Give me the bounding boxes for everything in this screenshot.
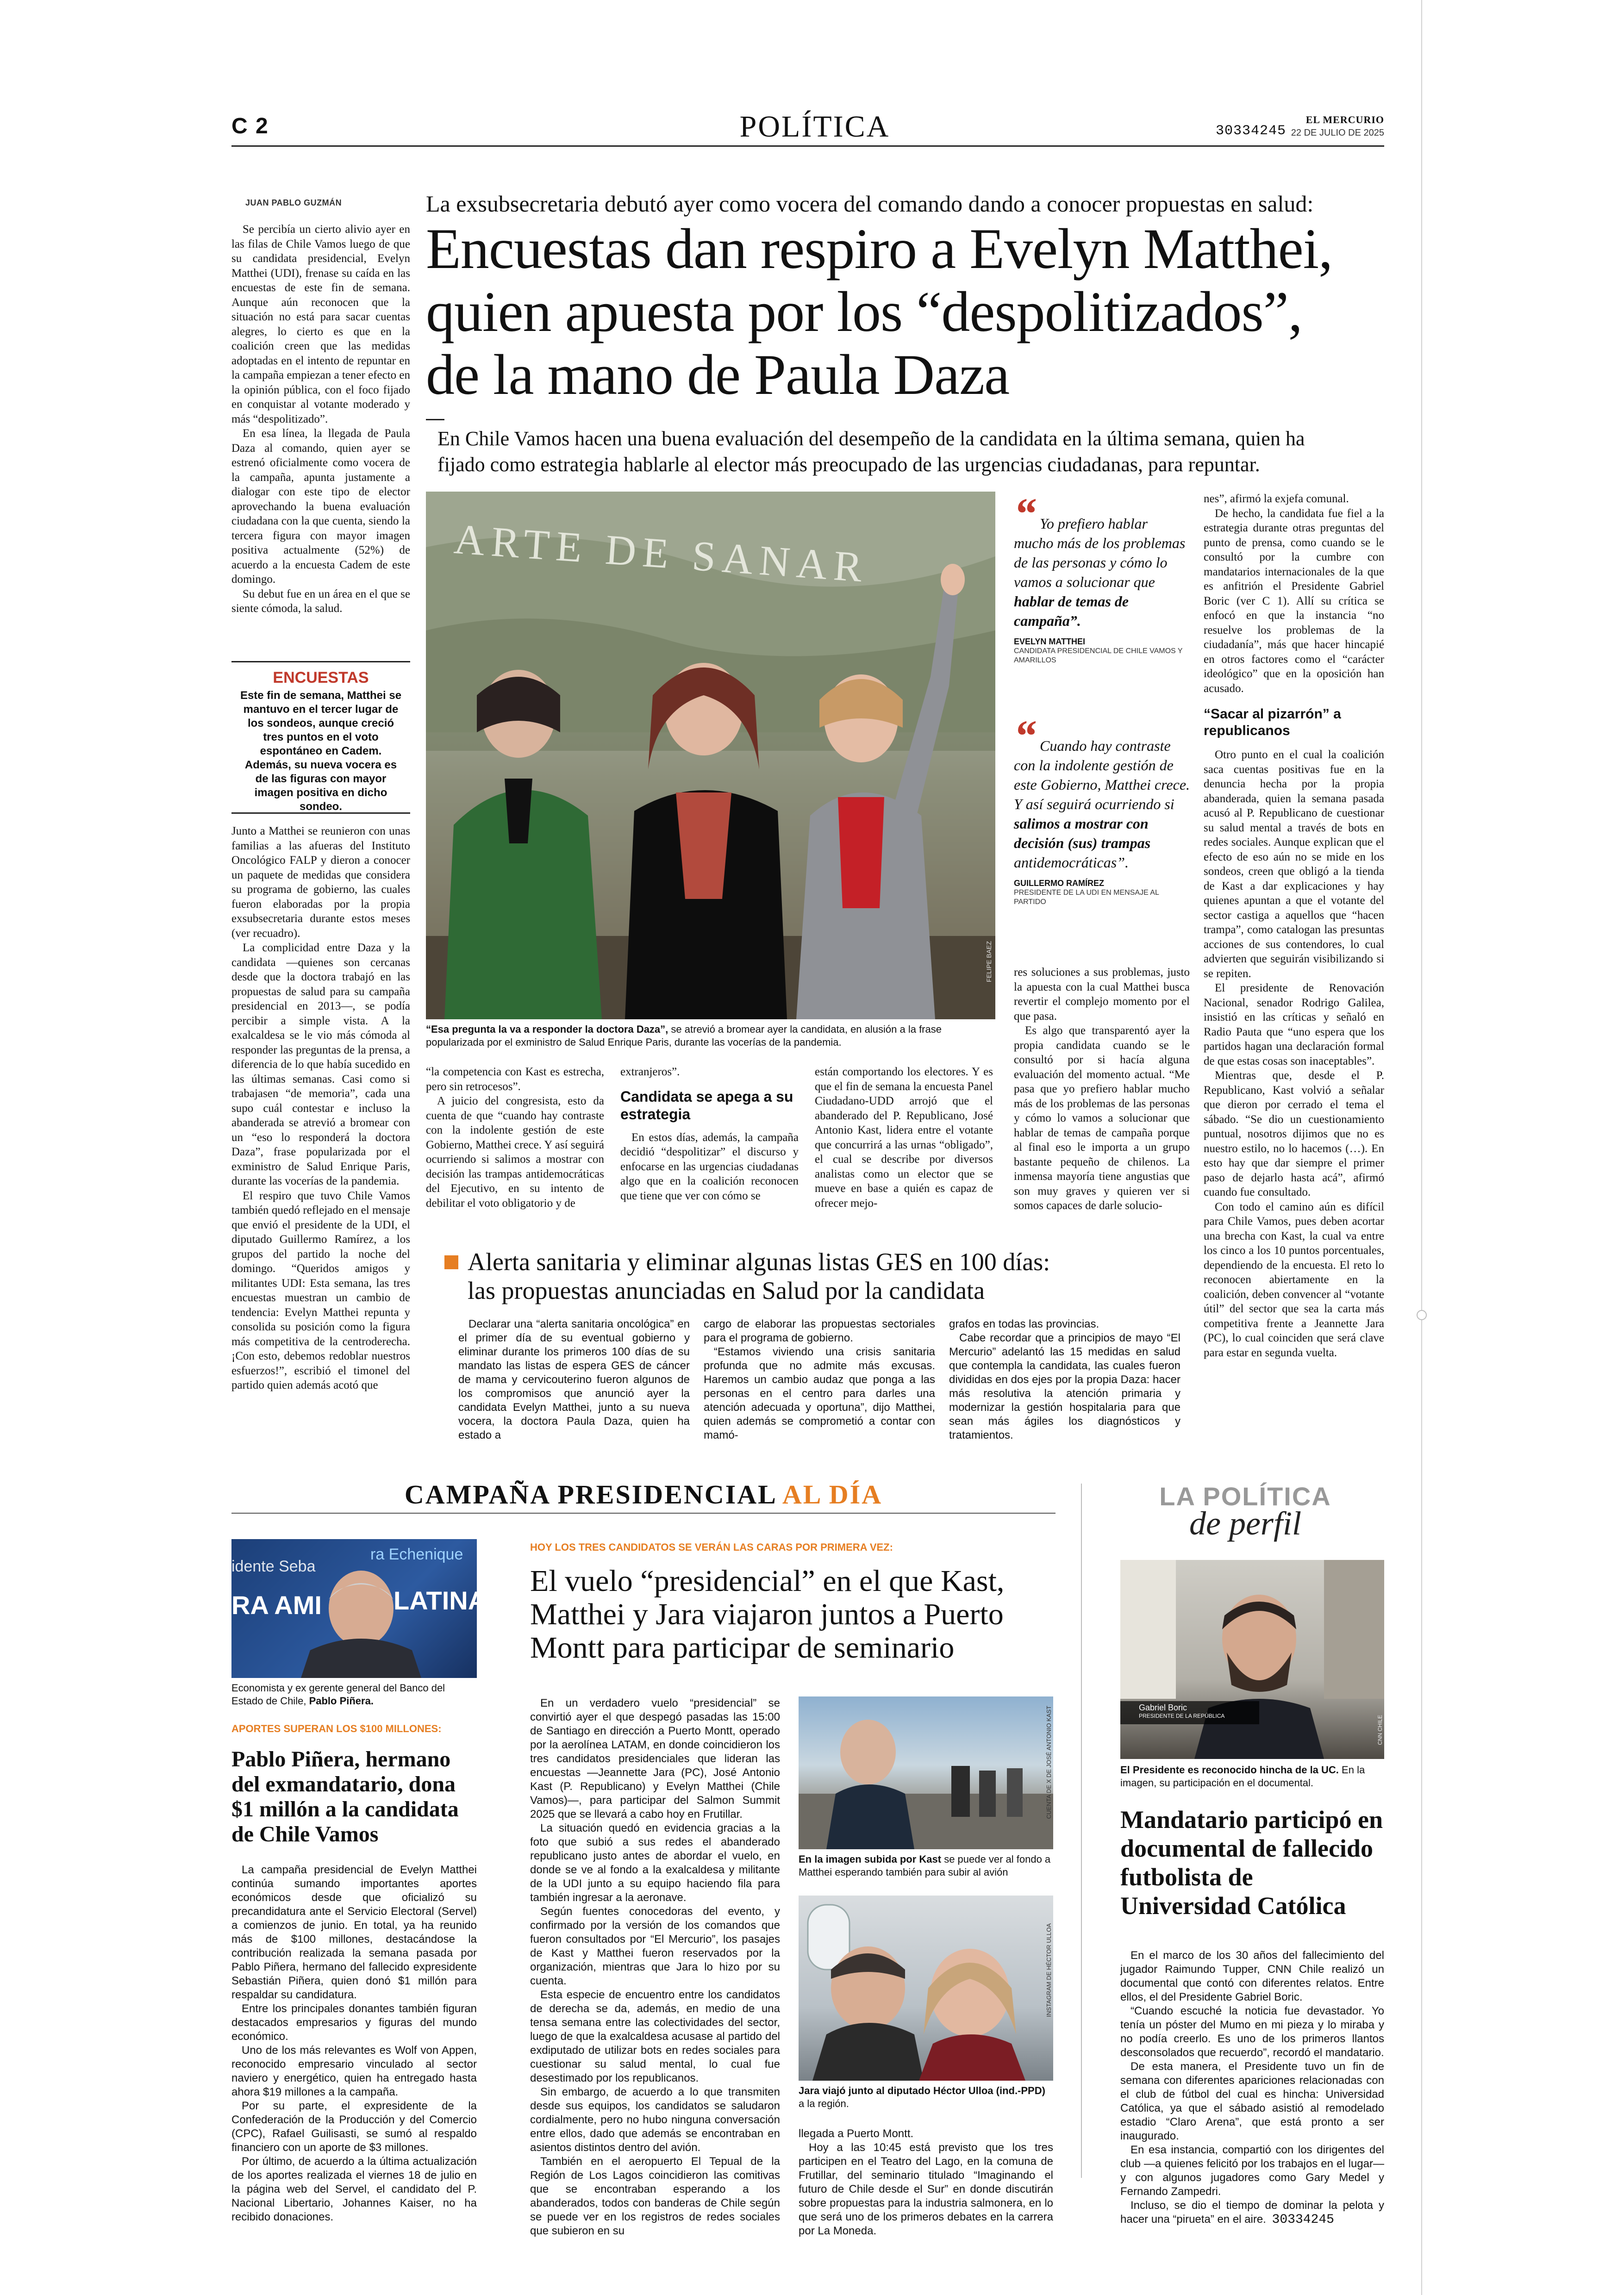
paragraph: En estos días, además, la campaña decidió “despolitizar” el discurso y enfocarse en las urgencias ciudadanas algo que en la coalición reconocen que tiene que ver con cómo se: [620, 1131, 799, 1202]
paragraph: llegada a Puerto Montt.: [799, 2127, 914, 2140]
lead-col3: [620, 1065, 799, 1203]
paragraph: De hecho, la candidata fue fiel a la estrategia durante otras preguntas del punto de prensa, como cuando se le consultó por la cumbre con mandatarios internacionales de la que es anfitrión el Presidente Gabriel Boric (ver C 1). Allí su crítica se enfocó en que la instancia “no resuelve los problemas de la ciudadanía”, más que hacer hincapié en otros factores como el “carácter ideológico” que en la oposición han acusado.: [1204, 507, 1384, 695]
tv-role: PRESIDENTE DE LA REPÚBLICA: [1139, 1713, 1225, 1719]
headline-line: Encuestas dan respiro a Evelyn Matthei,: [426, 217, 1333, 281]
profile-header-script: de perfil: [1189, 1505, 1301, 1542]
salud-box-col1: [458, 1317, 690, 1442]
stamp-header: 30334245: [1216, 123, 1287, 139]
paragraph: A juicio del congresista, esto da cuenta de que “cuando hay contraste con la indolente gestión de este Gobierno, Matthei crece. Y así seguirá ocurriendo si salimos a mostrar con decisión las trampas antidemocráticas del Ejecutivo, en su intento de debilitar el voto obligatorio y de: [426, 1095, 604, 1210]
lead-col2: [426, 1065, 604, 1210]
photo-banner: LATINA: [394, 1586, 487, 1615]
paragraph: Uno de los más relevantes es Wolf von Appen, reconocido empresario vinculado al sector naviero y energético, quien ha entregado hasta ahora $19 millones a la campaña.: [231, 2044, 477, 2098]
paragraph: El respiro que tuvo Chile Vamos también quedó reflejado en el mensaje que envió el presidente de la UDI, el diputado Guillermo Ramírez, a los grupos del partido la noche del domingo. “Queridos amigos y militantes UDI: Esta semana, las tres encuestas muestran un cambio de tendencia: Evelyn Matthei repunta y consolida su posición como la figura más competitiva de la centroderecha. ¡Con esto, debemos redoblar nuestros esfuerzos!”, escribió el timonel del partido quien además acotó que: [231, 1189, 410, 1391]
caption-text: Economista y ex gerente general del Banco del Estado de Chile,: [231, 1682, 445, 1707]
photo-credit: INSTAGRAM DE HÉCTOR ULLOA: [1045, 1923, 1052, 2017]
mid-body-2: [799, 2127, 1053, 2238]
caption-bold: Jara viajó junto al diputado Héctor Ulloa (ind.-PPD): [799, 2085, 1045, 2096]
photo-banner: RA AMI: [231, 1590, 322, 1620]
headline-line: quien apuesta por los “despolitizados”,: [426, 280, 1302, 343]
quote-role: PRESIDENTE DE LA UDI EN MENSAJE AL PARTIDO: [1014, 889, 1159, 906]
paragraph: El presidente de Renovación Nacional, senador Rodrigo Galilea, insistió en las críticas y señaló en Radio Pauta que “uno espera que los partidos hagan una declaración formal de que estas cosas son inaceptables”.: [1204, 982, 1384, 1067]
lead-photo: [426, 492, 995, 1019]
header-rule: [231, 145, 1384, 147]
jara-photo: [799, 1896, 1053, 2081]
tv-name: Gabriel Boric: [1139, 1703, 1187, 1712]
salud-box-col2: [704, 1317, 935, 1442]
boric-caption: [1120, 1764, 1384, 1790]
campaign-header: [231, 1479, 1056, 1510]
jara-caption: [799, 2084, 1053, 2110]
quote-name: GUILLERMO RAMÍREZ: [1014, 879, 1104, 888]
paragraph: En esa instancia, compartió con los dirigentes del club —a quienes felicitó por los trabajos en el lugar— y con algunos jugadores como Gary Medel y Fernando Zampedri.: [1120, 2144, 1384, 2198]
lead-col4: [815, 1065, 993, 1210]
column-divider: [1081, 1484, 1082, 2178]
paragraph: Con todo el camino aún es difícil para Chile Vamos, pues deben acortar una brecha con Kast, la cual va entre los cinco a los 10 puntos porcentuales, dependiendo de la encuesta. El reto lo reconocen abiertamente en la coalición, deben convencer al “votante útil” del sector que sea la carta más competitiva frente a Jeannette Jara (PC), lo cual coinciden que será clave para estar en segunda vuelta.: [1204, 1200, 1384, 1359]
deck-line: En Chile Vamos hacen una buena evaluación del desempeño de la candidata en la última semana, quien ha: [437, 427, 1305, 450]
paragraph: De esta manera, el Presidente tuvo un fin de semana con diferentes apariciones relacionadas con el club de fútbol del cual es hincha: Universidad Católica, ya que el sábado asistió al remodelado estadio “Claro Arena”, que está pronto a ser inaugurado.: [1120, 2060, 1384, 2142]
caption-bold: Pablo Piñera.: [309, 1695, 374, 1707]
kast-photo: [799, 1696, 1053, 1849]
quote-mark-icon: “: [1014, 711, 1036, 761]
paragraph: Según fuentes conocedoras del evento, y confirmado por la versión de los comandos que fueron consultados por “El Mercurio”, los pasajes de Kast y Matthei fueron reservados por la organización, mientras que Jara lo hizo por su cuenta.: [530, 1905, 780, 1987]
photo-banner: idente Seba: [231, 1558, 316, 1575]
caption-text: En la imagen, su participación en el documental.: [1120, 1764, 1365, 1789]
kicker: La exsubsecretaria debutó ayer como vocera del comando dando a conocer propuestas en salud:: [426, 191, 1314, 217]
salud-box-marker: [444, 1255, 458, 1269]
campaign-header-accent: AL DÍA: [782, 1479, 883, 1509]
paragraph: Por último, de acuerdo a la última actualización de los aportes realizada el viernes 18 de julio en la página web del Servel, el candidato del P. Nacional Libertario, Johannes Kaiser, no ha recibido donaciones.: [231, 2155, 477, 2223]
photo-credit: FELIPE BAEZ: [985, 941, 993, 982]
paragraph: nes”, afirmó la exjefa comunal.: [1204, 493, 1349, 505]
pinera-figure: [292, 1567, 431, 1678]
deck: [437, 426, 1382, 478]
stamp-footer: 30334245: [1272, 2213, 1334, 2227]
left-body: [231, 1863, 477, 2224]
photo-credit: CUENTA DE X DE JOSÉ ANTONIO KAST: [1045, 1706, 1052, 1819]
caption-text: a la región.: [799, 2098, 849, 2109]
paragraph: La situación quedó en evidencia gracias a la foto que subió a sus redes el abanderado republicano justo antes de abordar el vuelo, en donde se ve al fondo a la exalcaldesa y militante de la UDI junto a su equipo haciendo fila para también ingresar a la aeronave.: [530, 1822, 780, 1904]
paragraph: Su debut fue en un área en el que se siente cómoda, la salud.: [231, 587, 410, 615]
salud-box-title: [468, 1247, 1190, 1305]
jara-photo-art: [799, 1896, 1053, 2081]
quote-text: Yo prefiero hablar mucho más de los problemas de las personas y cómo lo vamos a solucionar que: [1014, 515, 1186, 590]
pinera-caption: [231, 1682, 477, 1708]
campaign-rule: [231, 1513, 1056, 1514]
caption-bold: El Presidente es reconocido hincha de la UC.: [1120, 1764, 1339, 1776]
profile-header: LA POLÍTICA: [1159, 1482, 1331, 1511]
sidebar-box: [231, 661, 410, 814]
mid-body: [530, 1696, 780, 2238]
quote-text: Cuando hay contraste con la indolente gestión de este Gobierno, Matthei crece. Y así seguirá ocurriendo si: [1014, 737, 1190, 812]
kast-caption: [799, 1853, 1053, 1879]
page-edge-line: [1421, 0, 1422, 2295]
headline: [426, 218, 1384, 406]
boric-photo-art: [1120, 1560, 1384, 1759]
kast-photo-art: [799, 1696, 1053, 1849]
paragraph: grafos en todas las provincias.: [949, 1318, 1099, 1330]
tv-lower-third: [1120, 1701, 1259, 1724]
quote-block-1: [1014, 489, 1190, 665]
paragraph: Junto a Matthei se reunieron con unas familias a las afueras del Instituto Oncológico FALP y dieron a conocer un paquete de medidas que considera su programa de gobierno, las cuales fueron elaboradas por la propia exsubsecretaria durante estos meses (ver recuadro).: [231, 825, 410, 940]
paragraph: Por su parte, el expresidente de la Confederación de la Producción y del Comercio (CPC), Rafael Guilisasti, se sumó al respaldo financiero con un aporte de $3 millones.: [231, 2100, 477, 2154]
quote-name: EVELYN MATTHEI: [1014, 637, 1086, 646]
paragraph: “Estamos viviendo una crisis sanitaria profunda que no admite más excusas. Haremos un cambio audaz que ponga a las personas en el centro para darles una atención adecuada y oportuna”, dijo Matthei, quien además se comprometió a contar con mamó-: [704, 1346, 935, 1441]
paragraph: [1120, 2199, 1384, 2227]
paragraph: “la competencia con Kast es estrecha, pero sin retrocesos”.: [426, 1066, 604, 1093]
paragraph: “Cuando escuché la noticia fue devastador. Yo tenía un póster del Mumo en mi pieza y lo miraba y no podía creerlo. Es uno de los primeros llantos desconsolados que recuerdo”, recordó el mandatario.: [1120, 2005, 1384, 2059]
boric-photo: [1120, 1560, 1384, 1759]
body-last-text: Incluso, se dio el tiempo de dominar la pelota y hacer una “pirueta” en el aire.: [1120, 2199, 1384, 2226]
paragraph: Declarar una “alerta sanitaria oncológica” en el primer día de su eventual gobierno y eliminar durante los primeros 100 días de su mandato las listas de espera GES de cáncer de mama y cervicouterino fueron algunos de los compromisos que anunció ayer la candidata Evelyn Matthei, junto a su nueva vocera, la doctora Paula Daza, quien ha estado a: [458, 1318, 690, 1441]
paragraph: En un verdadero vuelo “presidencial” se convirtió ayer el que despegó pasadas las 15:00 de Santiago en dirección a Puerto Montt, operado por la aerolínea LATAM, en donde coincidieron los tres candidatos presidenciales que lideran las encuestas —Jeannette Jara (PC), José Antonio Kast (P. Republicano) y Evelyn Matthei (Chile Vamos)—, para participar del Salmon Summit 2025 que se llevará a cabo hoy en Frutillar.: [530, 1697, 780, 1821]
lead-col5: [1014, 965, 1190, 1213]
paragraph: Cabe recordar que a principios de mayo “El Mercurio” adelantó las 15 medidas en salud que contempla la candidata, las cuales fueron divididas en dos ejes por la propia Daza: hacer más resolutiva la atención primaria y modernizar la gestión hospitalaria para que sean más ágiles los diagnósticos y tratamientos.: [949, 1332, 1181, 1441]
issue-date: 22 DE JULIO DE 2025: [1291, 128, 1384, 138]
sidebar-title: ENCUESTAS: [273, 669, 369, 686]
paragraph: La complicidad entre Daza y la candidata —quienes son cercanas desde que la doctora trabajó en las propuestas de salud para su campaña presidencial en 2013—, se podía percibir a simple vista. A la exalcaldesa se le vio más cómoda al responder las preguntas de la prensa, a diferencia de lo que había sucedido en las últimas semanas. Casi como si trabajasen “de memoria”, cada una supo cuál contestar e incluso la abanderada se atrevió a bromear con un “eso lo responderá la doctora Daza”, frase popularizada por el exministro de Salud Enrique Paris, durante las vocerías de la pandemia.: [231, 942, 410, 1187]
sidebar-text: Este fin de semana, Matthei se mantuvo en el tercer lugar de los sondeos, aunque creció tres puntos en el voto espontáneo en Cadem. Además, su nueva vocera es de las figuras con mayor imagen positiva en dicho sondeo.: [240, 689, 402, 813]
paragraph: También en el aeropuerto El Tepual de la Región de Los Lagos coincidieron las comitivas que se encontraban esperando a los abanderados, todos con banderas de Chile según se puede ver en los registros de redes sociales que subieron en su: [530, 2155, 780, 2237]
profile-body: [1120, 1949, 1384, 2227]
paragraph: Otro punto en el cual la coalición saca cuentas positivas fue en la denuncia hecha por la propia abanderada, quien la semana pasada acusó al P. Republicano de cuestionar su salud mental a través de bots en redes sociales. Aunque explican que el efecto de eso aún no se mide en los sondeos, creen que obligó a la tienda de Kast a dar explicaciones y hay quienes apuntan a que el votante del sector castiga a aquellos que “hacen trampa”, como catalogan las presuntas acciones de sus contendores, lo cual advierten que seguirán visibilizando si se repiten.: [1204, 748, 1384, 980]
lead-col1-bottom: [231, 824, 410, 1393]
salud-box-col3: [949, 1317, 1181, 1442]
subhead: Candidata se apega a su estrategia: [620, 1088, 793, 1123]
campaign-header-main: CAMPAÑA PRESIDENCIAL: [404, 1479, 776, 1509]
caption-bold: En la imagen subida por Kast: [799, 1853, 942, 1865]
pinera-photo: [231, 1539, 487, 1678]
caption-bold: “Esa pregunta la va a responder la doctora Daza”,: [426, 1023, 668, 1035]
quote-bold: salimos a mostrar con decisión (sus) trampas: [1014, 815, 1151, 851]
photo-credit: CNN CHILE: [1377, 1715, 1383, 1745]
box-title-line: las propuestas anunciadas en Salud por la candidata: [468, 1277, 985, 1304]
paragraph: res soluciones a sus problemas, justo la apuesta con la cual Matthei busca revertir el complejo momento por el que pasa.: [1014, 966, 1190, 1023]
photo-banner: ra Echenique: [370, 1546, 463, 1563]
ornament-dots: [426, 419, 444, 422]
quote-bold: hablar de temas de campaña”.: [1014, 593, 1129, 629]
masthead-small: EL MERCURIO: [1305, 114, 1384, 125]
paragraph: Mientras que, desde el P. Republicano, Kast volvió a señalar que dieron por cerrado el tema el sábado. “Se dio un cuestionamiento puntual, nosotros dijimos que no es nuestro estilo, no lo hacemos (…). En esto hay que dar siempre el primer paso de dejarlo hasta acá”, afirmó cuando fue consultado.: [1204, 1069, 1384, 1198]
profile-headline: Mandatario participó en documental de fallecido futbolista de Universidad Católica: [1120, 1806, 1383, 1920]
paragraph: En el marco de los 30 años del fallecimiento del jugador Raimundo Tupper, CNN Chile realizó un documental que contó con diferentes relatos. Entre ellos, el del Presidente Gabriel Boric.: [1120, 1949, 1384, 2003]
caption-text: se atrevió a bromear ayer la candidata, en alusión a la frase popularizada por el exministro de Salud Enrique Paris, durante las vocerías de la pandemia.: [426, 1023, 942, 1048]
caption-text: se puede ver al fondo a Matthei esperando también para subir al avión: [799, 1853, 1051, 1878]
mid-kicker: HOY LOS TRES CANDIDATOS SE VERÁN LAS CARAS POR PRIMERA VEZ:: [530, 1541, 893, 1553]
quote-block-2: [1014, 711, 1190, 907]
paragraph: En esa línea, la llegada de Paula Daza al comando, quien ayer se estrenó oficialmente como vocera de la campaña, apunta justamente a dialogar con este tipo de elector aprovechando la buena evaluación ciudadana con la que cuenta, siendo la tercera figura con mayor imagen positiva actualmente (52%) de acuerdo a la encuesta Cadem de este domingo.: [231, 427, 410, 586]
lead-photo-caption: [426, 1023, 995, 1049]
lead-col1-top: [231, 222, 410, 616]
section-title: POLÍTICA: [739, 110, 890, 143]
paragraph: Hoy a las 10:45 está previsto que los tres participen en el Teatro del Lago, en la comuna de Frutillar, del seminario titulado “Imaginando el futuro de Chile desde el Sur” en donde discutirán sobre propuestas para la industria salmonera, en lo que será uno de los primeros debates en la carrera por La Moneda.: [799, 2141, 1053, 2237]
paragraph: Se percibía un cierto alivio ayer en las filas de Chile Vamos luego de que su candidata presidencial, Evelyn Matthei (UDI), frenase su caída en las encuestas de este fin de semana. Aunque aún reconocen que la situación no está para sacar cuentas alegres, lo cierto es que en la coalición creen que las medidas adoptadas en el intento de repuntar en la campaña empiezan a tener efecto en la opinión pública, con el foco fijado en conquistar al votante moderado y más “despolitizado”.: [231, 223, 410, 425]
lead-col6: [1204, 492, 1384, 1360]
subhead: “Sacar al pizarrón” a republicanos: [1204, 706, 1341, 738]
photo-wall-text: ARTE DE SANAR: [452, 515, 870, 592]
left-kicker: APORTES SUPERAN LOS $100 MILLONES:: [231, 1723, 442, 1734]
box-title-line: Alerta sanitaria y eliminar algunas listas GES en 100 días:: [468, 1248, 1050, 1276]
byline: JUAN PABLO GUZMÁN: [245, 198, 342, 207]
quote-role: CANDIDATA PRESIDENCIAL DE CHILE VAMOS Y AMARILLOS: [1014, 647, 1183, 664]
paragraph: Sin embargo, de acuerdo a lo que transmiten desde sus equipos, los candidatos se saludaron cordialmente, pero no hubo ninguna conversación entre ellos, dado que además se encontraban en asientos distintos dentro del avión.: [530, 2086, 780, 2154]
left-headline: Pablo Piñera, hermano del exmandatario, dona $1 millón a la candidata de Chile Vamos: [231, 1747, 459, 1846]
headline-line: de la mano de Paula Daza: [426, 343, 1010, 406]
paragraph: Esta especie de encuentro entre los candidatos de derecha se da, además, en medio de una tensa semana entre las colectividades del sector, luego de que la exalcaldesa acusase al partido del exdiputado de utilizar bots en redes sociales para cuestionar su salud mental, lo cual fue desestimado por los republicanos.: [530, 1989, 780, 2084]
quote-mark-icon: “: [1014, 489, 1036, 538]
mid-headline: El vuelo “presidencial” en el que Kast, Matthei y Jara viajaron juntos a Puerto Montt para participar de seminario: [530, 1564, 1005, 1665]
paragraph: La campaña presidencial de Evelyn Matthei continúa sumando importantes aportes económicos desde que oficializó su precandidatura ante el Servicio Electoral (Servel) a comienzos de junio. En total, ya ha reunido más de $100 millones, destacándose la contribución realizada la semana pasada por Pablo Piñera, hermano del fallecido expresidente Sebastián Piñera, quien donó $1 millón para respaldar su candidatura.: [231, 1864, 477, 2001]
paragraph: cargo de elaborar las propuestas sectoriales para el programa de gobierno.: [704, 1318, 935, 1344]
page-edge-circle: [1417, 1310, 1427, 1320]
paragraph: Es algo que transparentó ayer la propia candidata cuando se le consultó por si hacía alguna evaluación del momento actual. “Me pasa que yo prefiero hablar mucho más de los problemas de las personas y cómo lo vamos a solucionar que hablar de temas de campaña porque al final eso le importa a un grupo bastante pequeño de chilenos. La inmensa mayoría tiene angustias que son muy graves y quieren ver si somos capaces de darle solucio-: [1014, 1024, 1190, 1212]
paragraph: están comportando los electores. Y es que el fin de semana la encuesta Panel Ciudadano-UDD arrojó que el abanderado del P. Republicano, José Antonio Kast, lidera entre el votante que concurrirá a las urnas “obligado”, el cual se describe por diversos analistas como un elector que se mueve en base a quién es capaz de ofrecer mejo-: [815, 1066, 993, 1210]
paragraph: Entre los principales donantes también figuran destacados empresarios y figuras del mundo económico.: [231, 2002, 477, 2043]
paragraph: extranjeros”.: [620, 1066, 680, 1078]
deck-line: fijado como estrategia hablarle al elector más preocupado de las urgencias ciudadanas, para repuntar.: [437, 453, 1260, 476]
page-number: C 2: [231, 114, 269, 138]
quote-text-end: antidemocráticas”.: [1014, 854, 1129, 871]
